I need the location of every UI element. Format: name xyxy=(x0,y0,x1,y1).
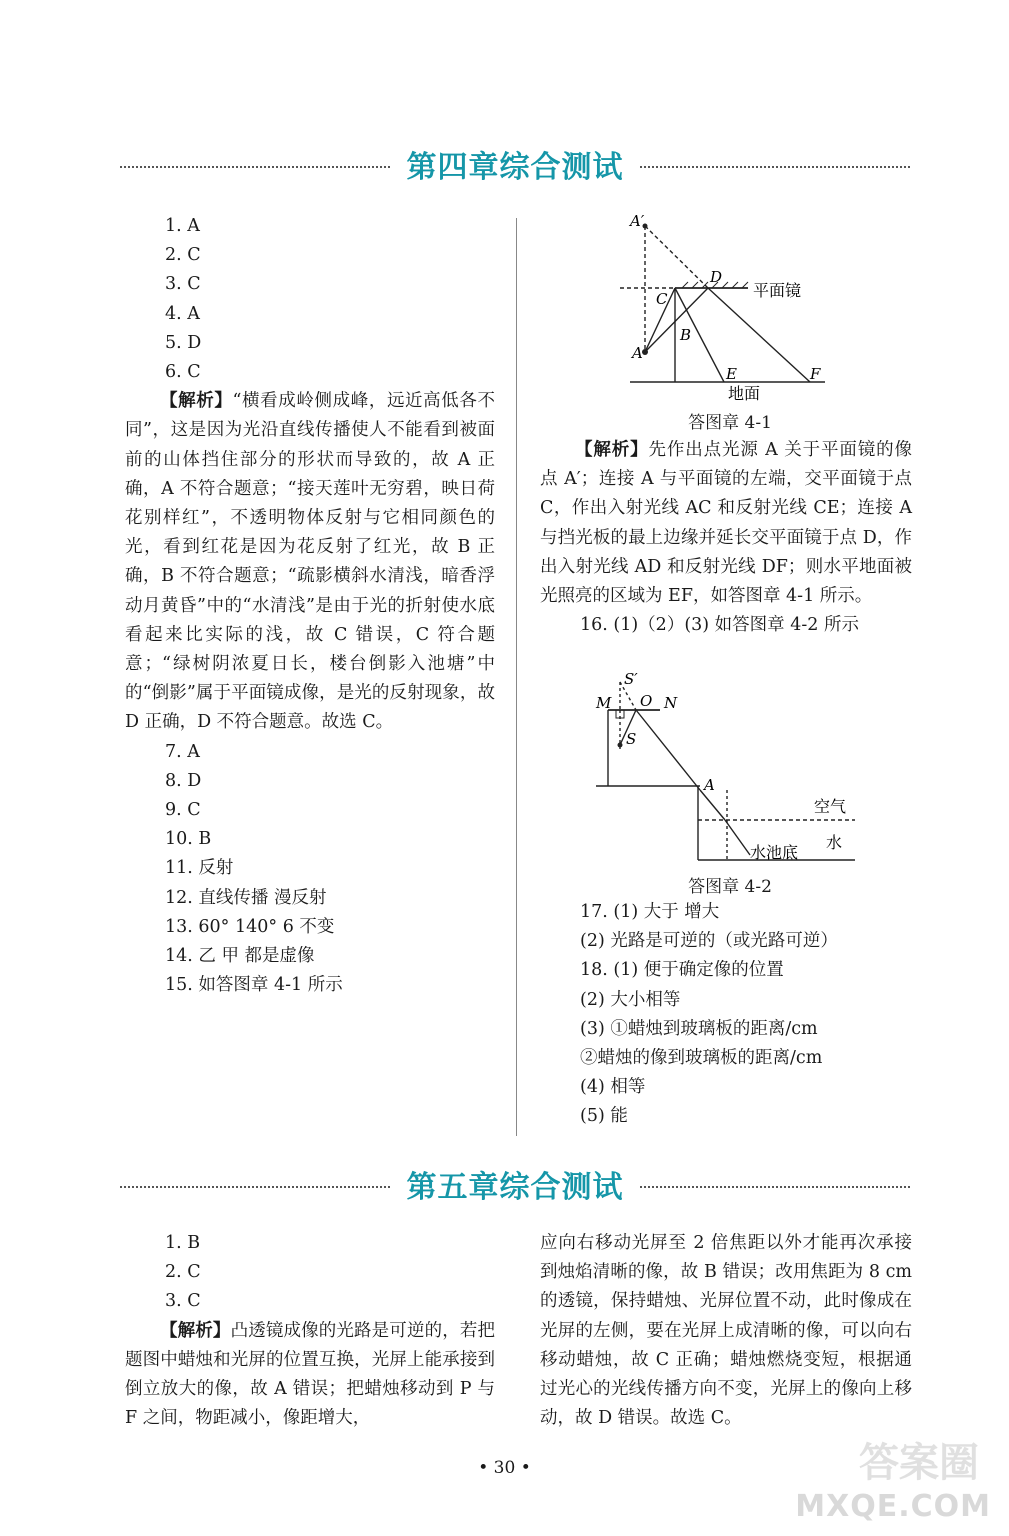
analysis-15 xyxy=(540,436,912,611)
watermark-logo: 答案圈 xyxy=(859,1440,979,1486)
chapter5-right-column xyxy=(540,1229,912,1433)
analysis-6-text: “横看成岭侧成峰，远近高低各不同”，这是因为光沿直线传播使人不能看到被面前的山体挡住部分的形状而导致的，故 A 正确，A 不符合题意；“接天莲叶无穷碧，映日荷花别样红”，不透明物体反射与它相同颜色的光，看到红花是因为花反射了红光，故 B 正确，B 不符合题意；“疏影横斜水清浅，暗香浮动月黄昏”中的“水清浅”是由于光的折射使水底看起来比实际的浅，故 C 错误，C 符合题意；“绿树阴浓夏日长，楼台倒影入池塘”中的“倒影”属于平面镜成像，是光的反射现象，故 D 正确，D 不符合题意。故选 C。 xyxy=(125,391,496,733)
dashed-image-ray xyxy=(645,226,708,288)
chapter4-header xyxy=(120,142,910,192)
ch5-analysis-3-left-text: 凸透镜成像的光路是可逆的，若把题图中蜡烛和光屏的位置互换，光屏上能承接到倒立放大的像，故 A 错误；把蜡烛移动到 P 与 F 之间，物距减小，像距增大， xyxy=(125,1320,496,1429)
chapter4-left-column xyxy=(125,212,495,1000)
answer-15: 15. 如答图章 4-1 所示 xyxy=(165,975,343,996)
ch5-analysis-3 xyxy=(125,1317,495,1434)
answer-12: 12. 直线传播 漫反射 xyxy=(165,887,327,908)
label-o: O xyxy=(640,692,653,710)
answer-16: 16. (1)（2）(3) 如答图章 4-2 所示 xyxy=(580,615,859,636)
label-f: F xyxy=(810,365,821,383)
label-pool-bottom: 水池底 xyxy=(750,843,799,862)
label-d: D xyxy=(710,268,723,286)
analysis-label: 【解析】 xyxy=(160,391,233,412)
answer-18-2: (2) 大小相等 xyxy=(580,989,681,1010)
label-a: A xyxy=(704,776,715,794)
answer-13: 13. 60° 140° 6 不变 xyxy=(165,916,335,937)
answer-1: 1. A xyxy=(165,216,200,236)
label-m: M xyxy=(596,694,612,712)
ray-df xyxy=(708,288,810,382)
figure-4-1 xyxy=(620,212,840,402)
ray-to-bottom xyxy=(725,820,750,855)
ray-ad xyxy=(645,288,708,352)
label-ground: 地面 xyxy=(728,384,761,402)
answer-14: 14. 乙 甲 都是虚像 xyxy=(165,946,315,967)
answer-18-3b: ②蜡烛的像到玻璃板的距离/cm xyxy=(580,1048,823,1069)
label-a: A xyxy=(632,344,643,362)
answer-17-1: 17. (1) 大于 增大 xyxy=(580,902,720,922)
answer-18-3a: (3) ①蜡烛到玻璃板的距离/cm xyxy=(580,1018,818,1039)
label-plane-mirror: 平面镜 xyxy=(753,281,802,300)
analysis-label: 【解析】 xyxy=(160,1320,231,1341)
ch5-analysis-3-right-text: 应向右移动光屏至 2 倍焦距以外才能再次承接到烛焰清晰的像，故 B 错误；改用焦距为 8 cm 的透镜，保持蜡烛、光屏位置不动，此时像成在光屏的左侧，要在光屏上成清晰的像，可以向右移动蜡烛，故 C 正确；蜡烛燃烧变短，根据通过光心的光线传播方向不变，光屏上的像向上移动，故 D 错误。故选 C。 xyxy=(540,1233,912,1429)
ray-oa xyxy=(636,710,700,790)
chapter5-header xyxy=(120,1162,910,1212)
figure-4-1-caption: 答图章 4-1 xyxy=(688,413,772,433)
header-dots-right xyxy=(640,166,910,168)
ch5-answer-1: 1. B xyxy=(165,1233,201,1253)
label-air: 空气 xyxy=(814,797,847,816)
chapter5-title: 第五章综合测试 xyxy=(406,1170,624,1205)
label-s-prime: S′ xyxy=(624,670,638,688)
answer-7: 7. A xyxy=(165,741,200,762)
label-n: N xyxy=(664,694,678,712)
chapter4-right-column xyxy=(540,436,912,640)
analysis-label: 【解析】 xyxy=(575,440,649,460)
answer-18-5: (5) 能 xyxy=(580,1106,628,1127)
label-b: B xyxy=(680,326,692,344)
answer-3: 3. C xyxy=(165,274,201,295)
analysis-15-text: 先作出点光源 A 关于平面镜的像点 A′；连接 A 与平面镜的左端，交平面镜于点 C，作出入射光线 AC 和反射光线 CE；连接 A 与挡光板的最上边缘并延长交平面镜于点 D，作出入射光线 AD 和反射光线 DF；则水平地面被光照亮的区域为 EF，如答图章 4-1 所示。 xyxy=(540,440,913,607)
answer-18-4: (4) 相等 xyxy=(580,1077,646,1098)
ch5-answer-2: 2. C xyxy=(165,1262,201,1283)
label-c: C xyxy=(656,290,668,308)
answer-6: 6. C xyxy=(165,362,201,383)
answer-10: 10. B xyxy=(165,829,212,850)
answer-4: 4. A xyxy=(165,303,200,324)
chapter5-left-column xyxy=(125,1229,495,1433)
answer-17-2: (2) 光路是可逆的（或光路可逆） xyxy=(580,931,838,952)
answer-8: 8. D xyxy=(165,770,202,791)
label-e: E xyxy=(726,365,737,383)
ch5-answer-3: 3. C xyxy=(165,1291,201,1312)
column-divider xyxy=(516,218,517,1136)
answer-18-1: 18. (1) 便于确定像的位置 xyxy=(580,960,784,981)
ray-refracted xyxy=(700,790,725,820)
chapter4-title: 第四章综合测试 xyxy=(406,150,624,185)
chapter4-right-answers xyxy=(540,898,912,1132)
watermark-url: MXQE.COM xyxy=(795,1489,991,1524)
figure-4-2-caption: 答图章 4-2 xyxy=(688,877,772,897)
answer-11: 11. 反射 xyxy=(165,858,234,879)
header-dots-right xyxy=(640,1186,910,1188)
answer-9: 9. C xyxy=(165,800,201,821)
figure-4-2 xyxy=(590,670,860,870)
answer-2: 2. C xyxy=(165,245,201,266)
source-point-s xyxy=(618,743,623,748)
label-water: 水 xyxy=(826,833,843,852)
analysis-6 xyxy=(125,387,495,737)
answer-5: 5. D xyxy=(165,332,202,353)
label-a-prime: A′ xyxy=(630,212,645,230)
label-s: S xyxy=(626,730,637,748)
light-source-a xyxy=(642,349,648,355)
page-number: • 30 • xyxy=(478,1458,531,1478)
